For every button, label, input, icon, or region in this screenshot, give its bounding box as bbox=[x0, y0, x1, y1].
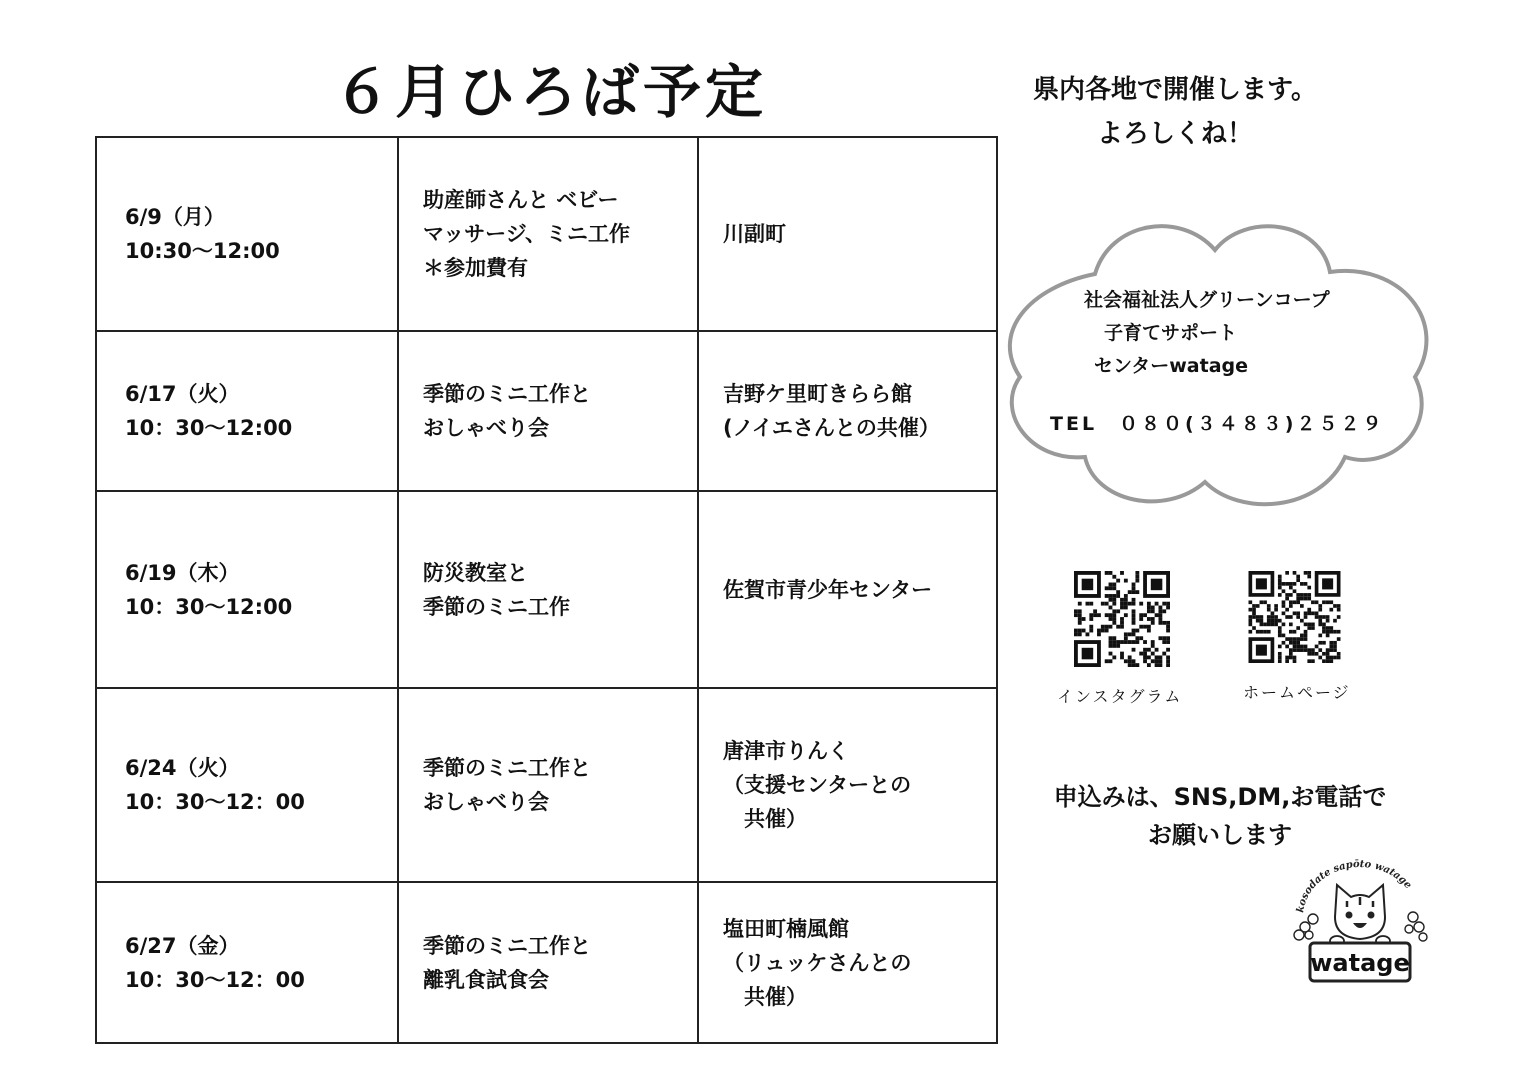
intro-line-1: 県内各地で開催します。 bbox=[1033, 75, 1317, 105]
svg-text:kosodate sapōto watage: kosodate sapōto watage bbox=[1295, 858, 1414, 914]
date-time-cell bbox=[96, 137, 398, 331]
content-cell bbox=[398, 882, 698, 1043]
event-place-line: 吉野ケ里町きらら館 bbox=[723, 382, 912, 406]
event-place-line: 共催） bbox=[723, 807, 807, 831]
org-name: 社会福祉法人グリーンコープ bbox=[1084, 289, 1330, 311]
event-date: 6/27（金） bbox=[125, 933, 240, 958]
application-note bbox=[1030, 778, 1410, 854]
apply-line-1: 申込みは、SNS,DM,お電話で bbox=[1053, 783, 1387, 811]
event-content-line: マッサージ、ミニ工作 bbox=[423, 222, 631, 246]
event-place-line: (ノイエさんとの共催） bbox=[723, 416, 940, 440]
event-place-line: 唐津市りんく bbox=[723, 739, 849, 763]
event-date: 6/9（月） bbox=[125, 205, 225, 229]
event-date: 6/24（火） bbox=[125, 756, 240, 780]
event-content-line: 離乳食試食会 bbox=[423, 967, 549, 992]
event-place-line: 佐賀市青少年センター bbox=[723, 577, 933, 602]
event-content-line: おしゃべり会 bbox=[423, 790, 549, 814]
date-time-cell bbox=[96, 688, 398, 882]
schedule-row bbox=[96, 688, 997, 882]
date-time-cell bbox=[96, 882, 398, 1043]
schedule-row bbox=[96, 137, 997, 331]
event-place-line: 共催） bbox=[723, 984, 807, 1009]
event-time: 10：30〜12:00 bbox=[125, 416, 293, 440]
event-content-line: ＊参加費有 bbox=[423, 256, 528, 280]
event-content-line: 季節のミニ工作と bbox=[423, 382, 591, 406]
instagram-qr-icon[interactable] bbox=[1073, 571, 1171, 667]
organization-info bbox=[1050, 284, 1410, 441]
place-cell bbox=[698, 882, 997, 1043]
schedule-row bbox=[96, 331, 997, 491]
svg-text:watage: watage bbox=[1310, 949, 1410, 977]
event-time: 10：30〜12：00 bbox=[125, 790, 305, 814]
place-cell bbox=[698, 137, 997, 331]
event-time: 10：30〜12:00 bbox=[125, 594, 293, 619]
event-place-line: （リュッケさんとの bbox=[723, 950, 912, 975]
intro-line-2: よろしくね！ bbox=[1096, 119, 1253, 149]
org-division: 子育てサポート bbox=[1104, 322, 1238, 344]
event-date: 6/17（火） bbox=[125, 382, 240, 406]
place-cell bbox=[698, 331, 997, 491]
event-place-line: （支援センターとの bbox=[723, 773, 912, 797]
homepage-label: ホームページ bbox=[1243, 683, 1351, 702]
org-phone: TEL ０８０(３４８３)２５２９ bbox=[1050, 413, 1385, 435]
date-time-cell bbox=[96, 491, 398, 688]
apply-line-2: お願いします bbox=[1148, 821, 1292, 849]
event-content-line: 季節のミニ工作 bbox=[423, 594, 570, 619]
content-cell bbox=[398, 491, 698, 688]
intro-note bbox=[990, 68, 1360, 156]
event-time: 10：30〜12：00 bbox=[125, 967, 305, 992]
schedule-table bbox=[95, 136, 998, 1044]
event-time: 10:30〜12:00 bbox=[125, 239, 280, 263]
event-place-line: 塩田町楠風館 bbox=[723, 916, 849, 941]
instagram-label: インスタグラム bbox=[1057, 687, 1183, 706]
event-content-line: 助産師さんと ベビー bbox=[423, 188, 619, 212]
homepage-qr-icon[interactable] bbox=[1248, 571, 1341, 663]
schedule-row bbox=[96, 882, 997, 1043]
content-cell bbox=[398, 137, 698, 331]
event-place-line: 川副町 bbox=[723, 222, 786, 246]
date-time-cell bbox=[96, 331, 398, 491]
schedule-row bbox=[96, 491, 997, 688]
place-cell bbox=[698, 491, 997, 688]
place-cell bbox=[698, 688, 997, 882]
page-title: ６月ひろば予定 bbox=[332, 58, 767, 126]
org-center: センターwatage bbox=[1094, 355, 1249, 377]
content-cell bbox=[398, 688, 698, 882]
event-content-line: おしゃべり会 bbox=[423, 416, 549, 440]
event-content-line: 防災教室と bbox=[423, 560, 528, 585]
event-content-line: 季節のミニ工作と bbox=[423, 756, 591, 780]
content-cell bbox=[398, 331, 698, 491]
event-content-line: 季節のミニ工作と bbox=[423, 933, 591, 958]
watage-cat-logo-icon bbox=[1285, 855, 1435, 990]
event-date: 6/19（木） bbox=[125, 560, 240, 585]
